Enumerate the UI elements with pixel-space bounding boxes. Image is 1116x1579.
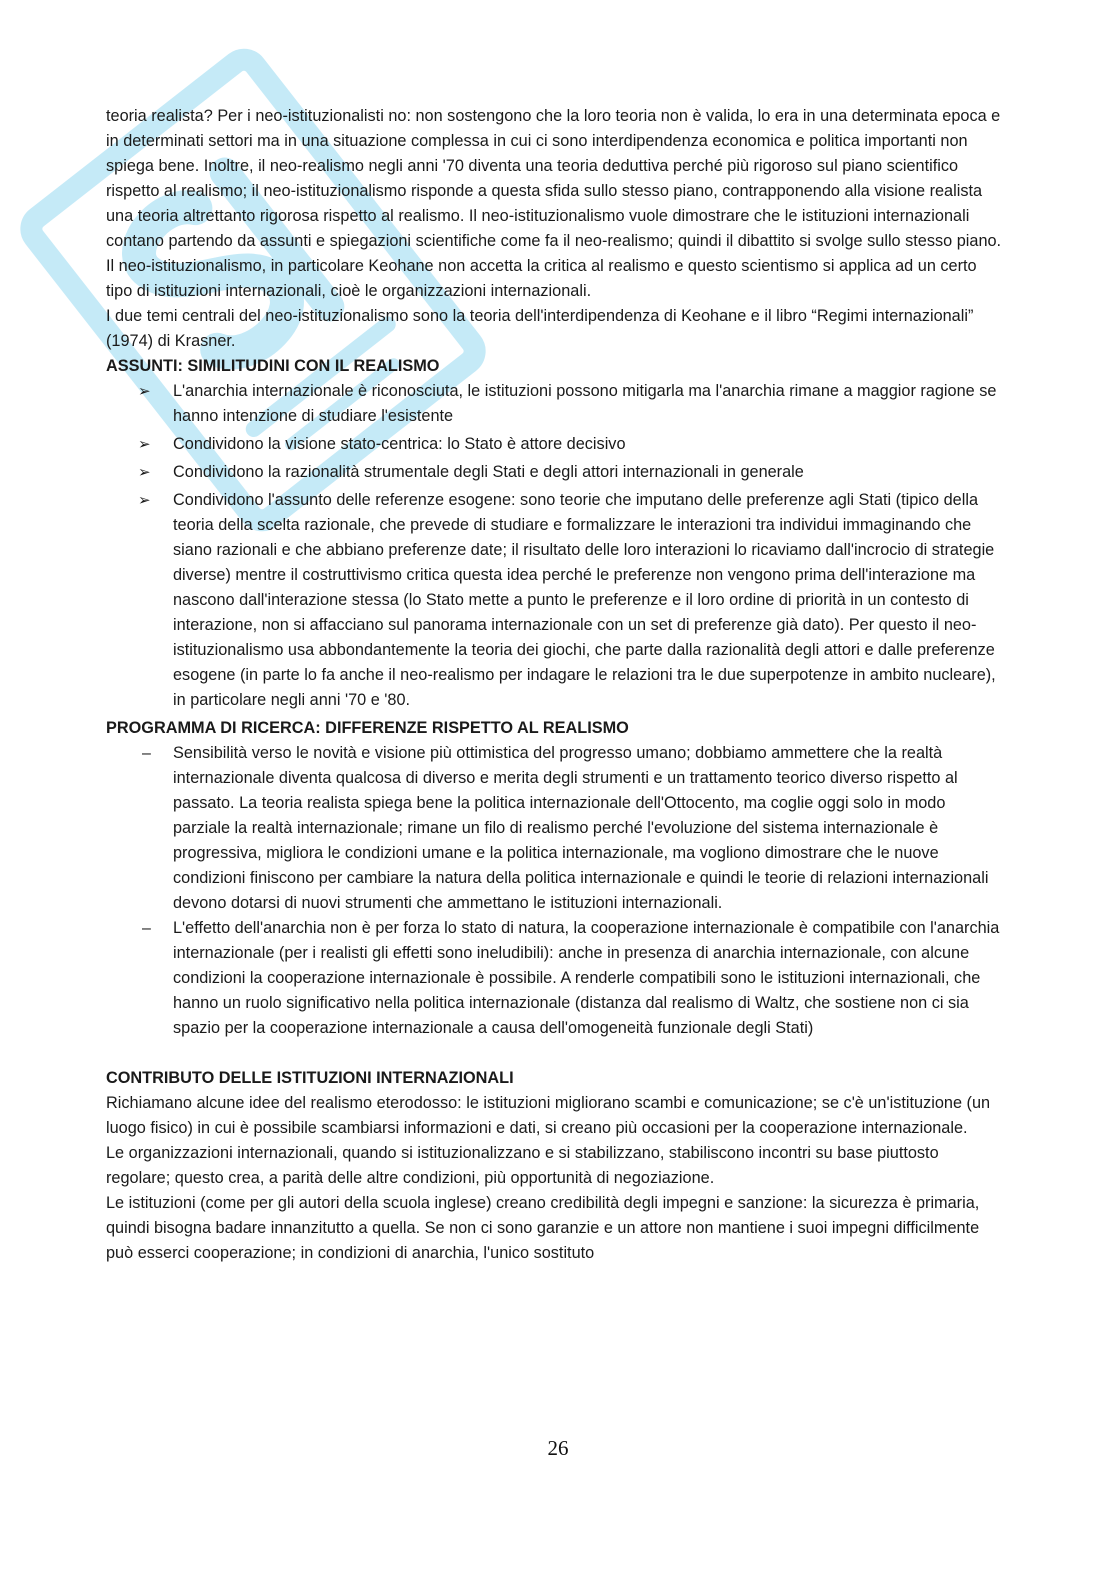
arrow-bullet-icon: ➢ (138, 491, 151, 509)
body-paragraph: Le istituzioni (come per gli autori della scuola inglese) creano credibilità degli impegni e sanzione: la sicurezza è primaria, quindi bisogna badare innanzitutto a quella. Se non ci sono garanzie e un attore non mantiene i suoi impegni difficilmente può esserci cooperazione; in condizioni di anarchia, l'unico sostituto (106, 1194, 980, 1262)
body-paragraph: Richiamano alcune idee del realismo eterodosso: le istituzioni migliorano scambi e comunicazione; se c'è un'istituzione (un luogo fisico) in cui è possibile scambiarsi informazioni e dati, si creano più occasioni per la cooperazione internazionale. (106, 1094, 991, 1137)
section-heading-programma: PROGRAMMA DI RICERCA: DIFFERENZE RISPETTO AL REALISMO (106, 719, 629, 737)
body-paragraph: Le organizzazioni internazionali, quando si istituzionalizzano e si stabilizzano, stabiliscono incontri su base piuttosto regolare; questo crea, a parità delle altre condizioni, più opportunità di negoziazione. (106, 1144, 939, 1187)
section-heading-assunti: ASSUNTI: SIMILITUDINI CON IL REALISMO (106, 357, 440, 375)
dash-bullet-icon: – (142, 745, 151, 762)
list-item-text: L'anarchia internazionale è riconosciuta, le istituzioni possono mitigarla ma l'anarchia rimane a maggior ragione se hanno intenzione di studiare l'esistente (173, 382, 997, 425)
programma-list (106, 741, 1006, 1041)
list-item-text: Condividono l'assunto delle referenze esogene: sono teorie che imputano delle preferenze agli Stati (tipico della teoria della scelta razionale, che prevede di studiare e formalizzare le interazioni tra individui immaginando che siano razionali e che abbiano preferenze date; il risultato delle loro interazioni lo ricaviamo dall'incrocio di strategie diverse) mentre il costruttivismo critica questa idea perché le preferenze non vengono prima dell'interazione ma nascono dall'interazione stessa (lo Stato mette a punto le preferenze e il loro ordine di priorità in un contesto di interazione, non si affacciano sul panorama internazionale con un set di preferenze già dato). Per questo il neo-istituzionalismo usa abbondantemente la teoria dei giochi, che parte dalla razionalità degli attori e dalle preferenze esogene (in parte lo fa anche il neo-realismo per indagare le relazioni tra le due superpotenze in ambito nucleare), in particolare negli anni '70 e '80. (173, 491, 996, 709)
list-item (106, 432, 1006, 457)
intro-paragraph: I due temi centrali del neo-istituzionalismo sono la teoria dell'interdipendenza di Keohane e il libro “Regimi internazionali” (1974) di Krasner. (106, 307, 974, 350)
arrow-bullet-icon: ➢ (138, 435, 151, 453)
section-heading-contributo: CONTRIBUTO DELLE ISTITUZIONI INTERNAZIONALI (106, 1069, 514, 1087)
assunti-list (106, 379, 1006, 713)
list-item-text: Condividono la razionalità strumentale degli Stati e degli attori internazionali in generale (173, 463, 804, 481)
arrow-bullet-icon: ➢ (138, 382, 151, 400)
arrow-bullet-icon: ➢ (138, 463, 151, 481)
dash-bullet-icon: – (142, 920, 151, 937)
list-item (106, 741, 1006, 916)
list-item (106, 460, 1006, 485)
list-item (106, 916, 1006, 1041)
page-number: 26 (547, 1436, 569, 1460)
list-item-text: Sensibilità verso le novità e visione più ottimistica del progresso umano; dobbiamo ammettere che la realtà internazionale diventa qualcosa di diverso e merita degli strumenti e un trattamento teorico diverso rispetto al passato. La teoria realista spiega bene la politica internazionale dell'Ottocento, ma coglie oggi solo in modo parziale la realtà internazionale; rimane un filo di realismo perché l'evoluzione del sistema internazionale è progressiva, migliora le condizioni umane e la politica internazionale, ma vogliono dimostrare che le nuove condizioni finiscono per cambiare la natura della politica internazionale e quindi le teorie di relazioni internazionali devono dotarsi di nuovi strumenti che ammettano le istituzioni internazionali. (173, 744, 989, 912)
list-item-text: L'effetto dell'anarchia non è per forza lo stato di natura, la cooperazione internazionale è compatibile con l'anarchia internazionale (per i realisti gli effetti sono ineludibili): anche in presenza di anarchia internazionale, con alcune condizioni la cooperazione internazionale è possibile. A renderle compatibili sono le istituzioni internazionali, che hanno un ruolo significativo nella politica internazionale (distanza dal realismo di Waltz, che sostiene non ci sia spazio per la cooperazione internazionale a causa dell'omogeneità funzionale degli Stati) (173, 919, 1000, 1037)
list-item (106, 379, 1006, 429)
intro-paragraph: Il neo-istituzionalismo, in particolare Keohane non accetta la critica al realismo e questo scientismo si applica ad un certo tipo di istituzioni internazionali, cioè le organizzazioni internazionali. (106, 257, 977, 300)
intro-paragraph: teoria realista? Per i neo-istituzionalisti no: non sostengono che la loro teoria non è valida, lo era in una determinata epoca e in determinati settori ma in una situazione complessa in cui ci sono interdipendenza economica e politica importanti non spiega bene. Inoltre, il neo-realismo negli anni '70 diventa una teoria deduttiva perché più rigoroso sul piano scientifico rispetto al realismo; il neo-istituzionalismo risponde a questa sfida sullo stesso piano, contrapponendo alla visione realista una teoria altrettanto rigorosa rispetto al realismo. Il neo-istituzionalismo vuole dimostrare che le istituzioni internazionali contano partendo da assunti e spiegazioni scientifiche come fa il neo-realismo; quindi il dibattito si svolge sullo stesso piano. (106, 107, 1002, 250)
page-content (106, 104, 1006, 1266)
list-item-text: Condividono la visione stato-centrica: lo Stato è attore decisivo (173, 435, 626, 453)
list-item (106, 488, 1006, 713)
